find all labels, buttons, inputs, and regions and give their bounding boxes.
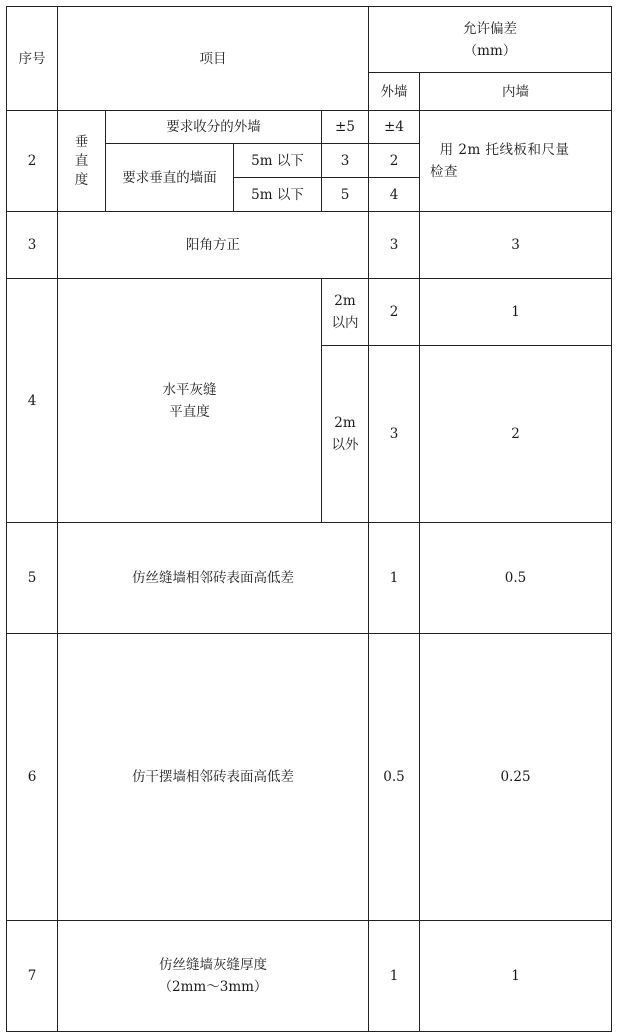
- seq-cell: 7: [7, 921, 58, 1032]
- table-row-2a: [7, 111, 612, 144]
- item-label-line: 平直度: [169, 403, 210, 420]
- header-seq: 序号: [7, 7, 58, 111]
- method-cell: [420, 111, 612, 212]
- outer-value: 5: [322, 178, 369, 212]
- item-label: [58, 279, 322, 523]
- inner-value: 0.25: [420, 634, 612, 921]
- item-label: 要求垂直的墙面: [106, 144, 234, 212]
- sub-label: 5m 以下: [234, 144, 322, 178]
- inner-value: 2: [369, 144, 420, 178]
- outer-value: 3: [369, 346, 420, 523]
- sub-label: 5m 以下: [234, 178, 322, 212]
- outer-value: 1: [369, 921, 420, 1032]
- inner-value: 0.5: [420, 523, 612, 634]
- group-char: 垂: [74, 133, 89, 150]
- seq-cell: 6: [7, 634, 58, 921]
- method-line: 检查: [430, 164, 458, 180]
- inner-value: 1: [420, 921, 612, 1032]
- seq-cell: 5: [7, 523, 58, 634]
- outer-value: 3: [369, 212, 420, 279]
- header-row: [7, 7, 612, 73]
- inner-value: 1: [420, 279, 612, 346]
- item-label-line: （2mm～3mm）: [158, 979, 268, 995]
- item-label-line: 水平灰缝: [162, 381, 217, 398]
- inner-value: 3: [420, 212, 612, 279]
- tolerance-table: [6, 6, 612, 1032]
- outer-value: 0.5: [369, 634, 420, 921]
- item-label: 要求收分的外墙: [106, 111, 322, 144]
- seq-cell: 2: [7, 111, 58, 212]
- item-label: 阳角方正: [58, 212, 369, 279]
- header-tolerance: [369, 7, 612, 73]
- header-tolerance-unit: （mm）: [463, 42, 517, 59]
- inner-value: ±4: [369, 111, 420, 144]
- item-label: [58, 921, 369, 1032]
- group-cell-verticality: [58, 111, 106, 212]
- header-tolerance-label: 允许偏差: [463, 20, 517, 37]
- table-row-7: [7, 921, 612, 1032]
- item-label-line: 仿丝缝墙灰缝厚度: [159, 957, 267, 973]
- outer-value: 1: [369, 523, 420, 634]
- header-item: 项目: [58, 7, 369, 111]
- table-container: [6, 6, 612, 1032]
- inner-value: 2: [420, 346, 612, 523]
- table-row-6: [7, 634, 612, 921]
- table-row-5: [7, 523, 612, 634]
- sub-label: 2m 以外: [322, 346, 369, 523]
- outer-value: ±5: [322, 111, 369, 144]
- header-inner: 内墙: [420, 73, 612, 111]
- item-label: 仿丝缝墙相邻砖表面高低差: [58, 523, 369, 634]
- table-row-3: [7, 212, 612, 279]
- outer-value: 2: [369, 279, 420, 346]
- seq-cell: 4: [7, 279, 58, 523]
- outer-value: 3: [322, 144, 369, 178]
- item-label: 仿干摆墙相邻砖表面高低差: [58, 634, 369, 921]
- group-char: 度: [74, 171, 89, 188]
- group-char: 直: [74, 152, 89, 169]
- header-outer: 外墙: [369, 73, 420, 111]
- seq-cell: 3: [7, 212, 58, 279]
- method-line: 用 2m 托线板和尺量: [430, 142, 570, 158]
- inner-value: 4: [369, 178, 420, 212]
- sub-label: 2m 以内: [322, 279, 369, 346]
- table-row-4a: [7, 279, 612, 346]
